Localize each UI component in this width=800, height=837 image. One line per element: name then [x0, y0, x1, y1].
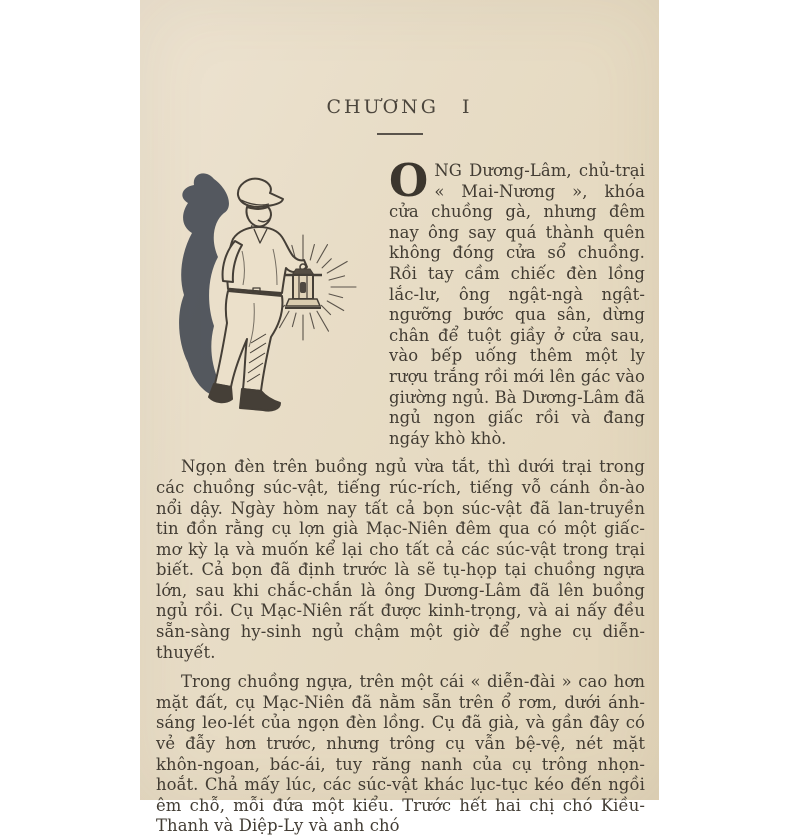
drop-cap: O	[389, 154, 429, 207]
paragraph-3: Trong chuồng ngựa, trên một cái « diễn-đài » cao hơn mặt đất, cụ Mạc-Niên đã nằm sẵn trên ổ rơm, dưới ánh-sáng leo-lét của ngọn đèn lồng. Cụ đã già, và gần đây có vẻ đẫy hơn trước, nhưng trông cụ vẫn bệ-vệ, nét mặt khôn-ngoan, bác-ái, tuy răng nanh của cụ trông nhọn-hoắt. Chả mấy lúc, các súc-vật khác lục-tục kéo đến ngồi êm chỗ, mỗi đứa một kiểu. Trước hết hai chị chó Kiều-Thanh và Diệp-Ly và anh chó	[156, 672, 645, 836]
paragraph-2: Ngọn đèn trên buồng ngủ vừa tắt, thì dưới trại trong các chuồng súc-vật, tiếng rúc-rích, tiếng vỗ cánh ồn-ào nổi dậy. Ngày hòm nay tất cả bọn súc-vật đã lan-truyền tin đồn rằng cụ lợn già Mạc-Niên đêm qua có một giấc-mơ kỳ lạ và muốn kể lại cho tất cả các súc-vật trong trại biết. Cả bọn đã định trước là sẽ tụ-họp tại chuồng ngựa lớn, sau khi chắc-chắn là ông Dương-Lâm đã lên buồng ngủ rồi. Cụ Mạc-Niên rất được kinh-trọng, và ai nấy đều sẵn-sàng hy-sinh ngủ chậm một giờ để nghe cụ diễn-thuyết.	[156, 457, 645, 662]
paragraph-1-text: NG Dương-Lâm, chủ-trại « Mai-Nương », khóa cửa chuồng gà, nhưng đêm nay ông say quá thành quên không đóng cửa sổ chuồng. Rồi tay cầm chiếc đèn lồng lắc-lư, ông ngật-ngà ngật-ngưỡng bước qua sân, dừng chân để tuột giầy ở cửa sau, vào bếp uống thêm một ly rượu trắng rồi mới lên gác vào giường ngủ. Bà Dương-Lâm đã ngủ ngon giấc rồi và đang ngáy khò khò.	[389, 161, 645, 448]
chapter-heading: CHƯƠNG I	[326, 96, 473, 118]
man-with-lantern-illustration	[156, 163, 382, 421]
heading-rule	[377, 133, 423, 135]
book-page	[140, 0, 659, 836]
page-content	[156, 154, 645, 837]
